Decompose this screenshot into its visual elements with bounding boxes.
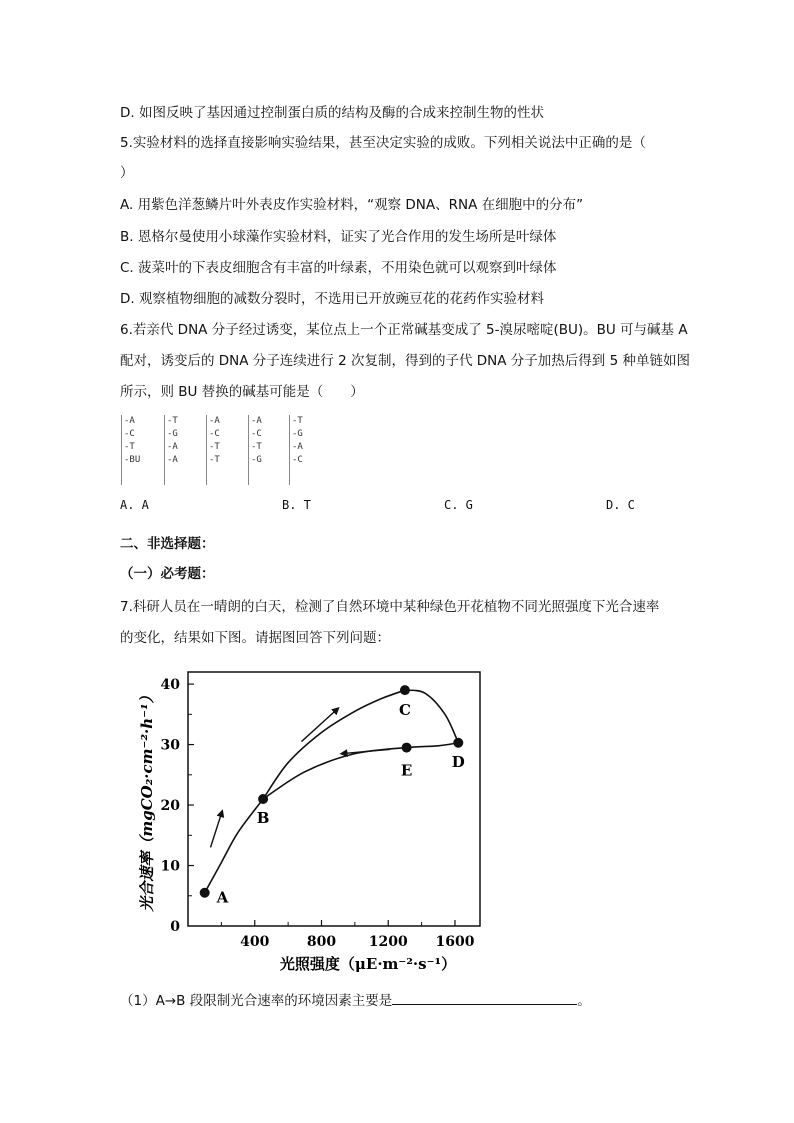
q7-stem-line2: 的变化，结果如下图。请据图回答下列问题： xyxy=(120,630,390,646)
plot-frame xyxy=(188,672,480,926)
data-point xyxy=(402,743,412,753)
curve-segment xyxy=(405,690,458,743)
q5-option-d: D. 观察植物细胞的减数分裂时，不选用已开放豌豆花的花药作实验材料 xyxy=(120,291,544,307)
q7-subquestion-1 xyxy=(120,990,591,1011)
direction-arrow xyxy=(301,708,338,741)
strand-base: - A xyxy=(207,415,247,428)
curve-segment xyxy=(263,743,458,799)
dna-strand-2 xyxy=(164,415,205,485)
q5-option-c: C. 菠菜叶的下表皮细胞含有丰富的叶绿素，不用染色就可以观察到叶绿体 xyxy=(120,260,557,276)
dna-strand-4 xyxy=(248,415,289,485)
point-label: E xyxy=(400,761,413,780)
q5-stem-line1: 5.实验材料的选择直接影响实验结果，甚至决定实验的成败。下列相关说法中正确的是（ xyxy=(120,135,646,151)
strand-base: - T xyxy=(165,415,205,428)
q5-option-b: B. 恩格尔曼使用小球藻作实验材料，证实了光合作用的发生场所是叶绿体 xyxy=(120,229,557,245)
strand-base: - BU xyxy=(122,454,162,467)
point-label: C xyxy=(398,701,411,720)
strand-base: - T xyxy=(207,441,247,454)
x-tick-label: 400 xyxy=(240,934,270,950)
strand-base: - A xyxy=(249,415,289,428)
strand-base: - A xyxy=(122,415,162,428)
strand-base: - C xyxy=(290,454,330,467)
direction-arrow xyxy=(342,749,390,753)
strand-base: - A xyxy=(290,441,330,454)
y-tick-label: 10 xyxy=(160,858,180,875)
section-title: 二、非选择题： xyxy=(120,536,215,552)
y-axis-label: 光合速率（mgCO₂·cm⁻²·h⁻¹） xyxy=(138,688,156,912)
q7-stem-line1: 7.科研人员在一晴朗的白天，检测了自然环境中某种绿色开花植物不同光照强度下光合速率 xyxy=(120,599,660,615)
dna-strand-1 xyxy=(121,415,162,485)
q6-stem-line2: 配对，诱变后的 DNA 分子连续进行 2 次复制，得到的子代 DNA 分子加热后得到 5 种单链如图 xyxy=(120,353,690,369)
q6-option-a: A. A xyxy=(120,498,149,512)
strand-base: - T xyxy=(249,441,289,454)
strand-base: - T xyxy=(122,441,162,454)
q7-sub1-end: 。 xyxy=(577,993,591,1009)
strand-base: - C xyxy=(207,428,247,441)
strand-base: - G xyxy=(249,454,289,467)
q5-option-a: A. 用紫色洋葱鳞片叶外表皮作实验材料，“观察 DNA、RNA 在细胞中的分布” xyxy=(120,197,584,213)
x-tick-label: 800 xyxy=(306,934,337,950)
data-point xyxy=(258,794,268,804)
point-label: A xyxy=(216,888,229,907)
strand-base: - T xyxy=(207,454,247,467)
x-tick-label: 1600 xyxy=(435,934,475,950)
strand-base: - C xyxy=(122,428,162,441)
q5-stem-line2: ） xyxy=(120,165,134,181)
data-point xyxy=(400,685,410,695)
y-tick-label: 20 xyxy=(160,798,180,815)
section-subtitle: （一）必考题： xyxy=(120,566,215,582)
point-label: D xyxy=(451,752,465,771)
dna-strand-3 xyxy=(206,415,247,485)
strand-base: - C xyxy=(249,428,289,441)
strand-base: - G xyxy=(165,428,205,441)
data-point xyxy=(453,738,463,748)
y-tick-label: 30 xyxy=(160,737,180,754)
q6-option-d: D. C xyxy=(606,498,635,512)
strand-base: - A xyxy=(165,454,205,467)
strand-base: - G xyxy=(290,428,330,441)
dna-strand-5 xyxy=(289,415,330,485)
data-point xyxy=(200,888,210,898)
y-tick-label: 40 xyxy=(160,677,180,694)
x-axis-label: 光照强度（μE·m⁻²·s⁻¹） xyxy=(279,955,457,973)
q7-sub1-text: （1）A→B 段限制光合速率的环境因素主要是 xyxy=(120,993,393,1009)
curve-segment xyxy=(263,690,405,799)
q6-option-b: B. T xyxy=(282,498,311,512)
q6-stem-line1: 6.若亲代 DNA 分子经过诱变，某位点上一个正常碱基变成了 5-溴尿嘧啶(BU)。BU 可与碱基 A xyxy=(120,322,688,338)
direction-arrow xyxy=(211,811,223,847)
answer-blank[interactable] xyxy=(392,990,577,1005)
q6-stem-line3: 所示，则 BU 替换的碱基可能是（ ） xyxy=(120,384,364,400)
point-label: B xyxy=(256,809,270,827)
q6-option-c: C. G xyxy=(444,498,473,512)
x-tick-label: 1200 xyxy=(368,934,408,950)
y-tick-label: 0 xyxy=(170,919,180,935)
strand-base: - T xyxy=(290,415,330,428)
strand-base: - A xyxy=(165,441,205,454)
q4-option-d: D. 如图反映了基因通过控制蛋白质的结构及酶的合成来控制生物的性状 xyxy=(120,105,544,121)
curve-segment xyxy=(205,799,263,893)
